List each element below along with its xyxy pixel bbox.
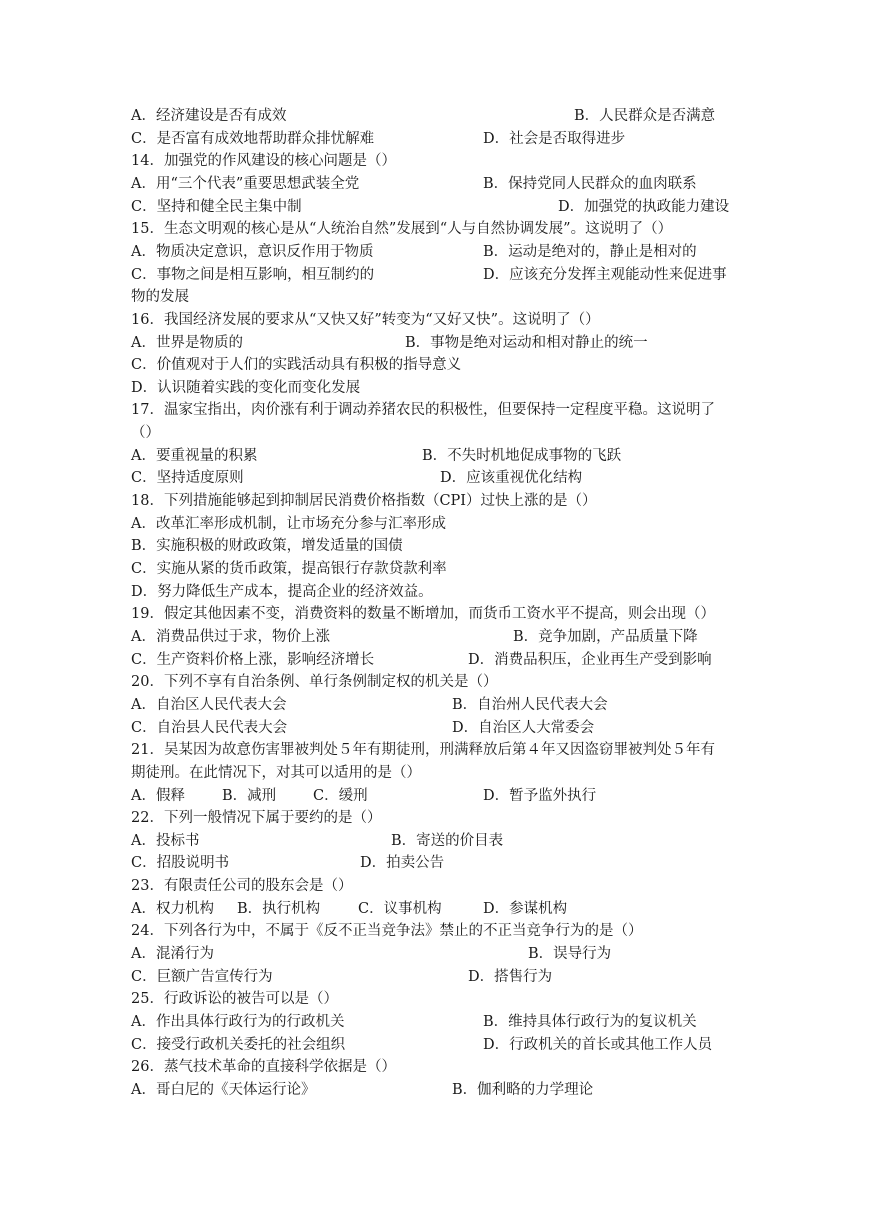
text-line: 18．下列措施能够起到抑制居民消费价格指数（CPI）过快上涨的是（） (131, 493, 597, 510)
text-line: 25．行政诉讼的被告可以是（） (131, 991, 338, 1008)
text-line: A．改革汇率形成机制，让市场充分参与汇率形成 (131, 515, 446, 532)
text-line: C．自治县人民代表大会 (131, 719, 288, 736)
text-line: C．招股说明书 (131, 855, 230, 872)
text-line: C．是否富有成效地帮助群众排忧解难 (131, 130, 375, 147)
text-line: A．作出具体行政行为的行政机关 (131, 1014, 345, 1030)
text-line: 15．生态文明观的核心是从“人统治自然”发展到“人与自然协调发展”。这说明了（） (131, 221, 673, 238)
text-line: C．实施从紧的货币政策，提高银行存款贷款利率 (131, 561, 447, 577)
text-line: A．消费品供过于求，物价上涨 (131, 628, 330, 645)
text-line: D．拍卖公告 (360, 855, 445, 872)
text-line: D．自治区人大常委会 (452, 719, 595, 736)
text-line: D．应该充分发挥主观能动性来促进事 (483, 266, 727, 283)
text-line: B．不失时机地促成事物的飞跃 (422, 447, 622, 464)
text-line: C．坚持适度原则 (131, 470, 244, 487)
text-line: A．要重视量的积累 (131, 447, 258, 464)
text-line: B．自治州人民代表大会 (452, 696, 608, 713)
text-line: B．事物是绝对运动和相对静止的统一 (405, 334, 648, 351)
text-line: B．竞争加剧，产品质量下降 (513, 628, 698, 645)
text-line: B．实施积极的财政政策，增发适量的国债 (131, 538, 403, 555)
text-line: 16．我国经济发展的要求从“又快又好”转变为“又好又快”。这说明了（） (131, 311, 600, 328)
text-line: A．用“三个代表”重要思想武装全党 (131, 175, 360, 192)
text-line: 22．下列一般情况下属于要约的是（） (131, 810, 382, 827)
text-line: 20．下列不享有自治条例、单行条例制定权的机关是（） (131, 674, 498, 691)
text-line: C．事物之间是相互影响，相互制约的 (131, 266, 375, 283)
text-line: D．认识随着实践的变化而变化发展 (131, 379, 361, 396)
text-line: A．经济建设是否有成效 (131, 108, 287, 124)
text-line: （） (131, 425, 160, 442)
text-line: D．消费品积压，企业再生产受到影响 (468, 651, 712, 668)
text-line: 物的发展 (131, 289, 189, 306)
text-line: A．假释 (131, 787, 185, 804)
text-line: A．投标书 (131, 832, 200, 849)
text-line: B．寄送的价目表 (391, 832, 504, 849)
text-line: C．议事机构 (358, 900, 442, 917)
text-line: D．暂予监外执行 (483, 787, 597, 804)
text-line: B．减刑 (222, 787, 277, 804)
text-line: A．混淆行为 (131, 946, 214, 963)
text-line: A．自治区人民代表大会 (131, 696, 287, 713)
text-line: A．哥白尼的《天体运行论》 (131, 1081, 316, 1098)
text-line: B．执行机构 (237, 900, 321, 917)
text-line: C．生产资料价格上涨，影响经济增长 (131, 651, 375, 668)
text-line: D．应该重视优化结构 (440, 470, 583, 487)
text-line: 24．下列各行为中，不属于《反不正当竞争法》禁止的不正当竞争行为的是（） (131, 923, 643, 940)
text-line: 17．温家宝指出，肉价涨有利于调动养猪农民的积极性，但要保持一定程度平稳。这说明了 (131, 402, 715, 419)
text-line: D．努力降低生产成本，提高企业的经济效益。 (131, 583, 433, 600)
text-line: D．行政机关的首长或其他工作人员 (483, 1036, 713, 1053)
text-line: 21．吴某因为故意伤害罪被判处５年有期徒刑，刑满释放后第４年又因盗窃罪被判处５年有 (131, 742, 715, 759)
text-line: B．保持党同人民群众的血肉联系 (483, 175, 697, 192)
text-line: B．伽利略的力学理论 (452, 1081, 594, 1098)
text-line: D．加强党的执政能力建设 (558, 198, 730, 215)
text-line: A．物质决定意识，意识反作用于物质 (131, 243, 374, 260)
text-line: 期徒刑。在此情况下，对其可以适用的是（） (131, 764, 421, 781)
text-line: D．搭售行为 (468, 968, 553, 985)
text-line: D．参谋机构 (483, 900, 568, 917)
text-line: A．权力机构 (131, 900, 214, 917)
text-line: C．缓刑 (313, 787, 368, 804)
text-line: 23．有限责任公司的股东会是（） (131, 878, 353, 895)
text-line: B．运动是绝对的，静止是相对的 (483, 243, 697, 260)
text-line: C．价值观对于人们的实践活动具有积极的指导意义 (131, 357, 462, 374)
text-line: B．人民群众是否满意 (574, 108, 716, 124)
text-line: 26．蒸气技术革命的直接科学依据是（） (131, 1059, 396, 1076)
text-line: C．坚持和健全民主集中制 (131, 198, 302, 215)
text-line: B．误导行为 (528, 946, 612, 963)
text-line: B．维持具体行政行为的复议机关 (483, 1014, 697, 1030)
text-line: A．世界是物质的 (131, 334, 243, 351)
text-line: C．巨额广告宣传行为 (131, 968, 273, 985)
text-line: C．接受行政机关委托的社会组织 (131, 1036, 346, 1053)
text-line: D．社会是否取得进步 (483, 130, 626, 147)
text-line: 14．加强党的作风建设的核心问题是（） (131, 153, 396, 170)
text-line: 19．假定其他因素不变，消费资料的数量不断增加，而货币工资水平不提高，则会出现（） (131, 606, 715, 623)
